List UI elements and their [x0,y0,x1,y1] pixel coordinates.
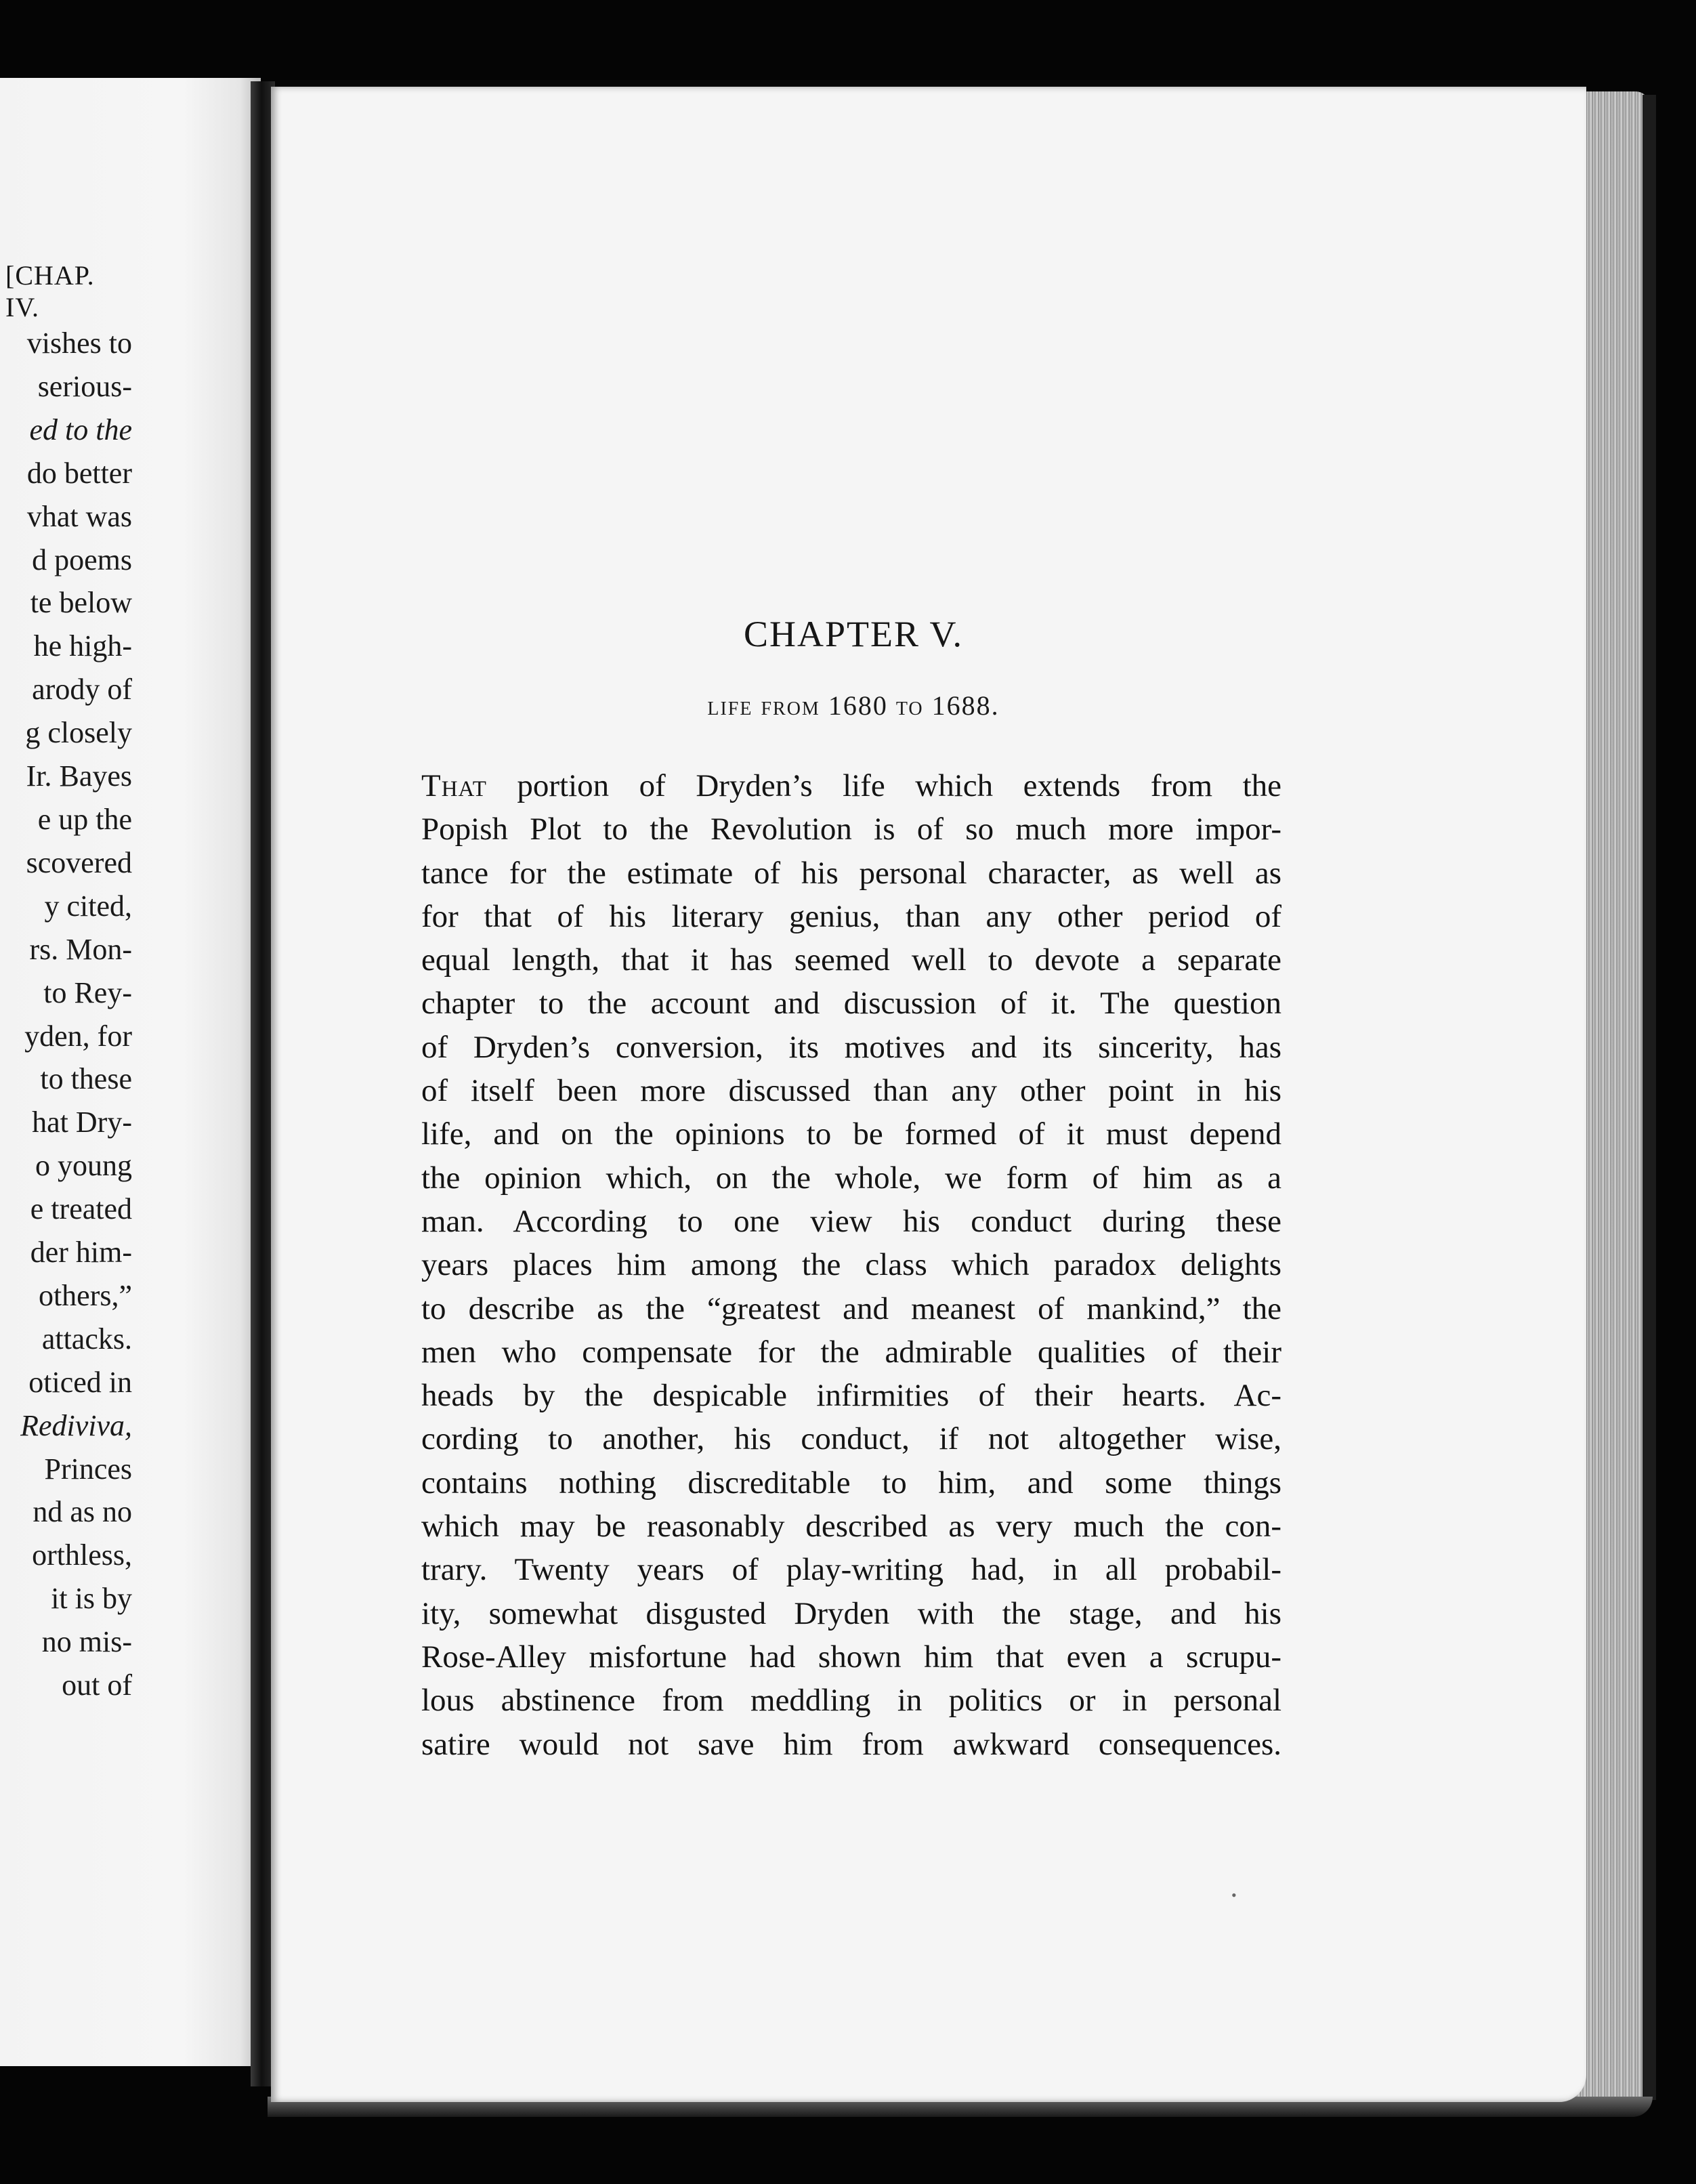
text-line: heads by the despicable infirmities of their hearts. Ac- [421,1378,1281,1414]
text-line: which may be reasonably described as very much the con- [421,1509,1281,1545]
chapter-body [421,764,1281,1766]
text-line: man. According to one view his conduct during these [421,1203,1281,1239]
text-line: life, and on the opinions to be formed of it must depend [421,1116,1281,1152]
text-line: serious- [37,369,132,403]
text-line: d poems [32,543,132,576]
left-page [0,78,261,2066]
text-line: Princes [44,1452,132,1486]
text-line: ity, somewhat disgusted Dryden with the stage, and his [421,1595,1281,1631]
text-line: to Rey- [43,975,132,1009]
text-line: orthless, [32,1538,132,1572]
text-line: to describe as the “greatest and meanest of mankind,” the [421,1290,1281,1326]
text-line: nd as no [33,1495,132,1529]
text-line: Rediviva, [20,1408,132,1442]
text-line: to these [40,1062,132,1096]
text-line: chapter to the account and discussion of it. The question [421,986,1281,1022]
text-line: tance for the estimate of his personal character, as well as [421,855,1281,891]
text-line: of Dryden’s conversion, its motives and its sincerity, has [421,1029,1281,1065]
text-line: Rose-Alley misfortune had shown him that even a scrupu- [421,1639,1281,1675]
chapter-title: CHAPTER V. [743,614,964,654]
left-running-header: [CHAP. IV. [5,260,95,322]
chapter-subtitle: life from 1680 to 1688. [707,690,1000,721]
text-line: vhat was [26,499,132,533]
text-line: cording to another, his conduct, if not altogether wise, [421,1421,1281,1457]
text-line: te below [30,586,132,620]
text-line: oticed in [28,1365,132,1399]
page-speck: • [1231,1887,1237,1904]
left-page-text [0,322,132,1707]
opening-word: That [421,768,487,803]
text-line: do better [26,456,132,490]
text-line: der him- [30,1236,132,1269]
text-line: trary. Twenty years of play-writing had, in all probabil- [421,1552,1281,1588]
text-line: o young [35,1149,132,1183]
text-line: Popish Plot to the Revolution is of so much more impor- [421,812,1281,847]
text-line: he high- [33,629,132,663]
text-line: attacks. [41,1322,132,1356]
text-line: e treated [30,1192,132,1226]
text-line: rs. Mon- [29,932,132,966]
text-line: of itself been more discussed than any other point in his [421,1073,1281,1109]
text-fragment: portion of Dryden’s life which extends from the [486,768,1281,803]
text-line: others,” [38,1278,132,1312]
text-line: for that of his literary genius, than any other period of [421,898,1281,934]
text-line: years places him among the class which paradox delights [421,1247,1281,1283]
text-line: y cited, [44,889,132,923]
text-line: arody of [32,673,132,707]
text-line: Ir. Bayes [26,759,132,793]
text-line [421,764,1281,807]
text-line: no mis- [41,1625,132,1659]
text-line: equal length, that it has seemed well to devote a separate [421,942,1281,978]
text-line: ed to the [29,413,132,446]
text-line: hat Dry- [32,1106,132,1139]
text-line: satire would not save him from awkward consequences. [421,1726,1281,1762]
text-line: the opinion which, on the whole, we form of him as a [421,1160,1281,1196]
text-line: g closely [25,716,132,750]
cover-edge [1642,95,1656,2100]
text-line: scovered [26,845,132,879]
text-line: it is by [51,1582,132,1616]
text-line: vishes to [26,327,132,360]
text-line: e up the [37,802,132,836]
text-line: contains nothing discreditable to him, and some things [421,1465,1281,1500]
text-line: yden, for [24,1019,132,1053]
text-line: lous abstinence from meddling in politics or in personal [421,1683,1281,1719]
text-line: men who compensate for the admirable qualities of their [421,1334,1281,1370]
text-line: out of [62,1668,132,1702]
